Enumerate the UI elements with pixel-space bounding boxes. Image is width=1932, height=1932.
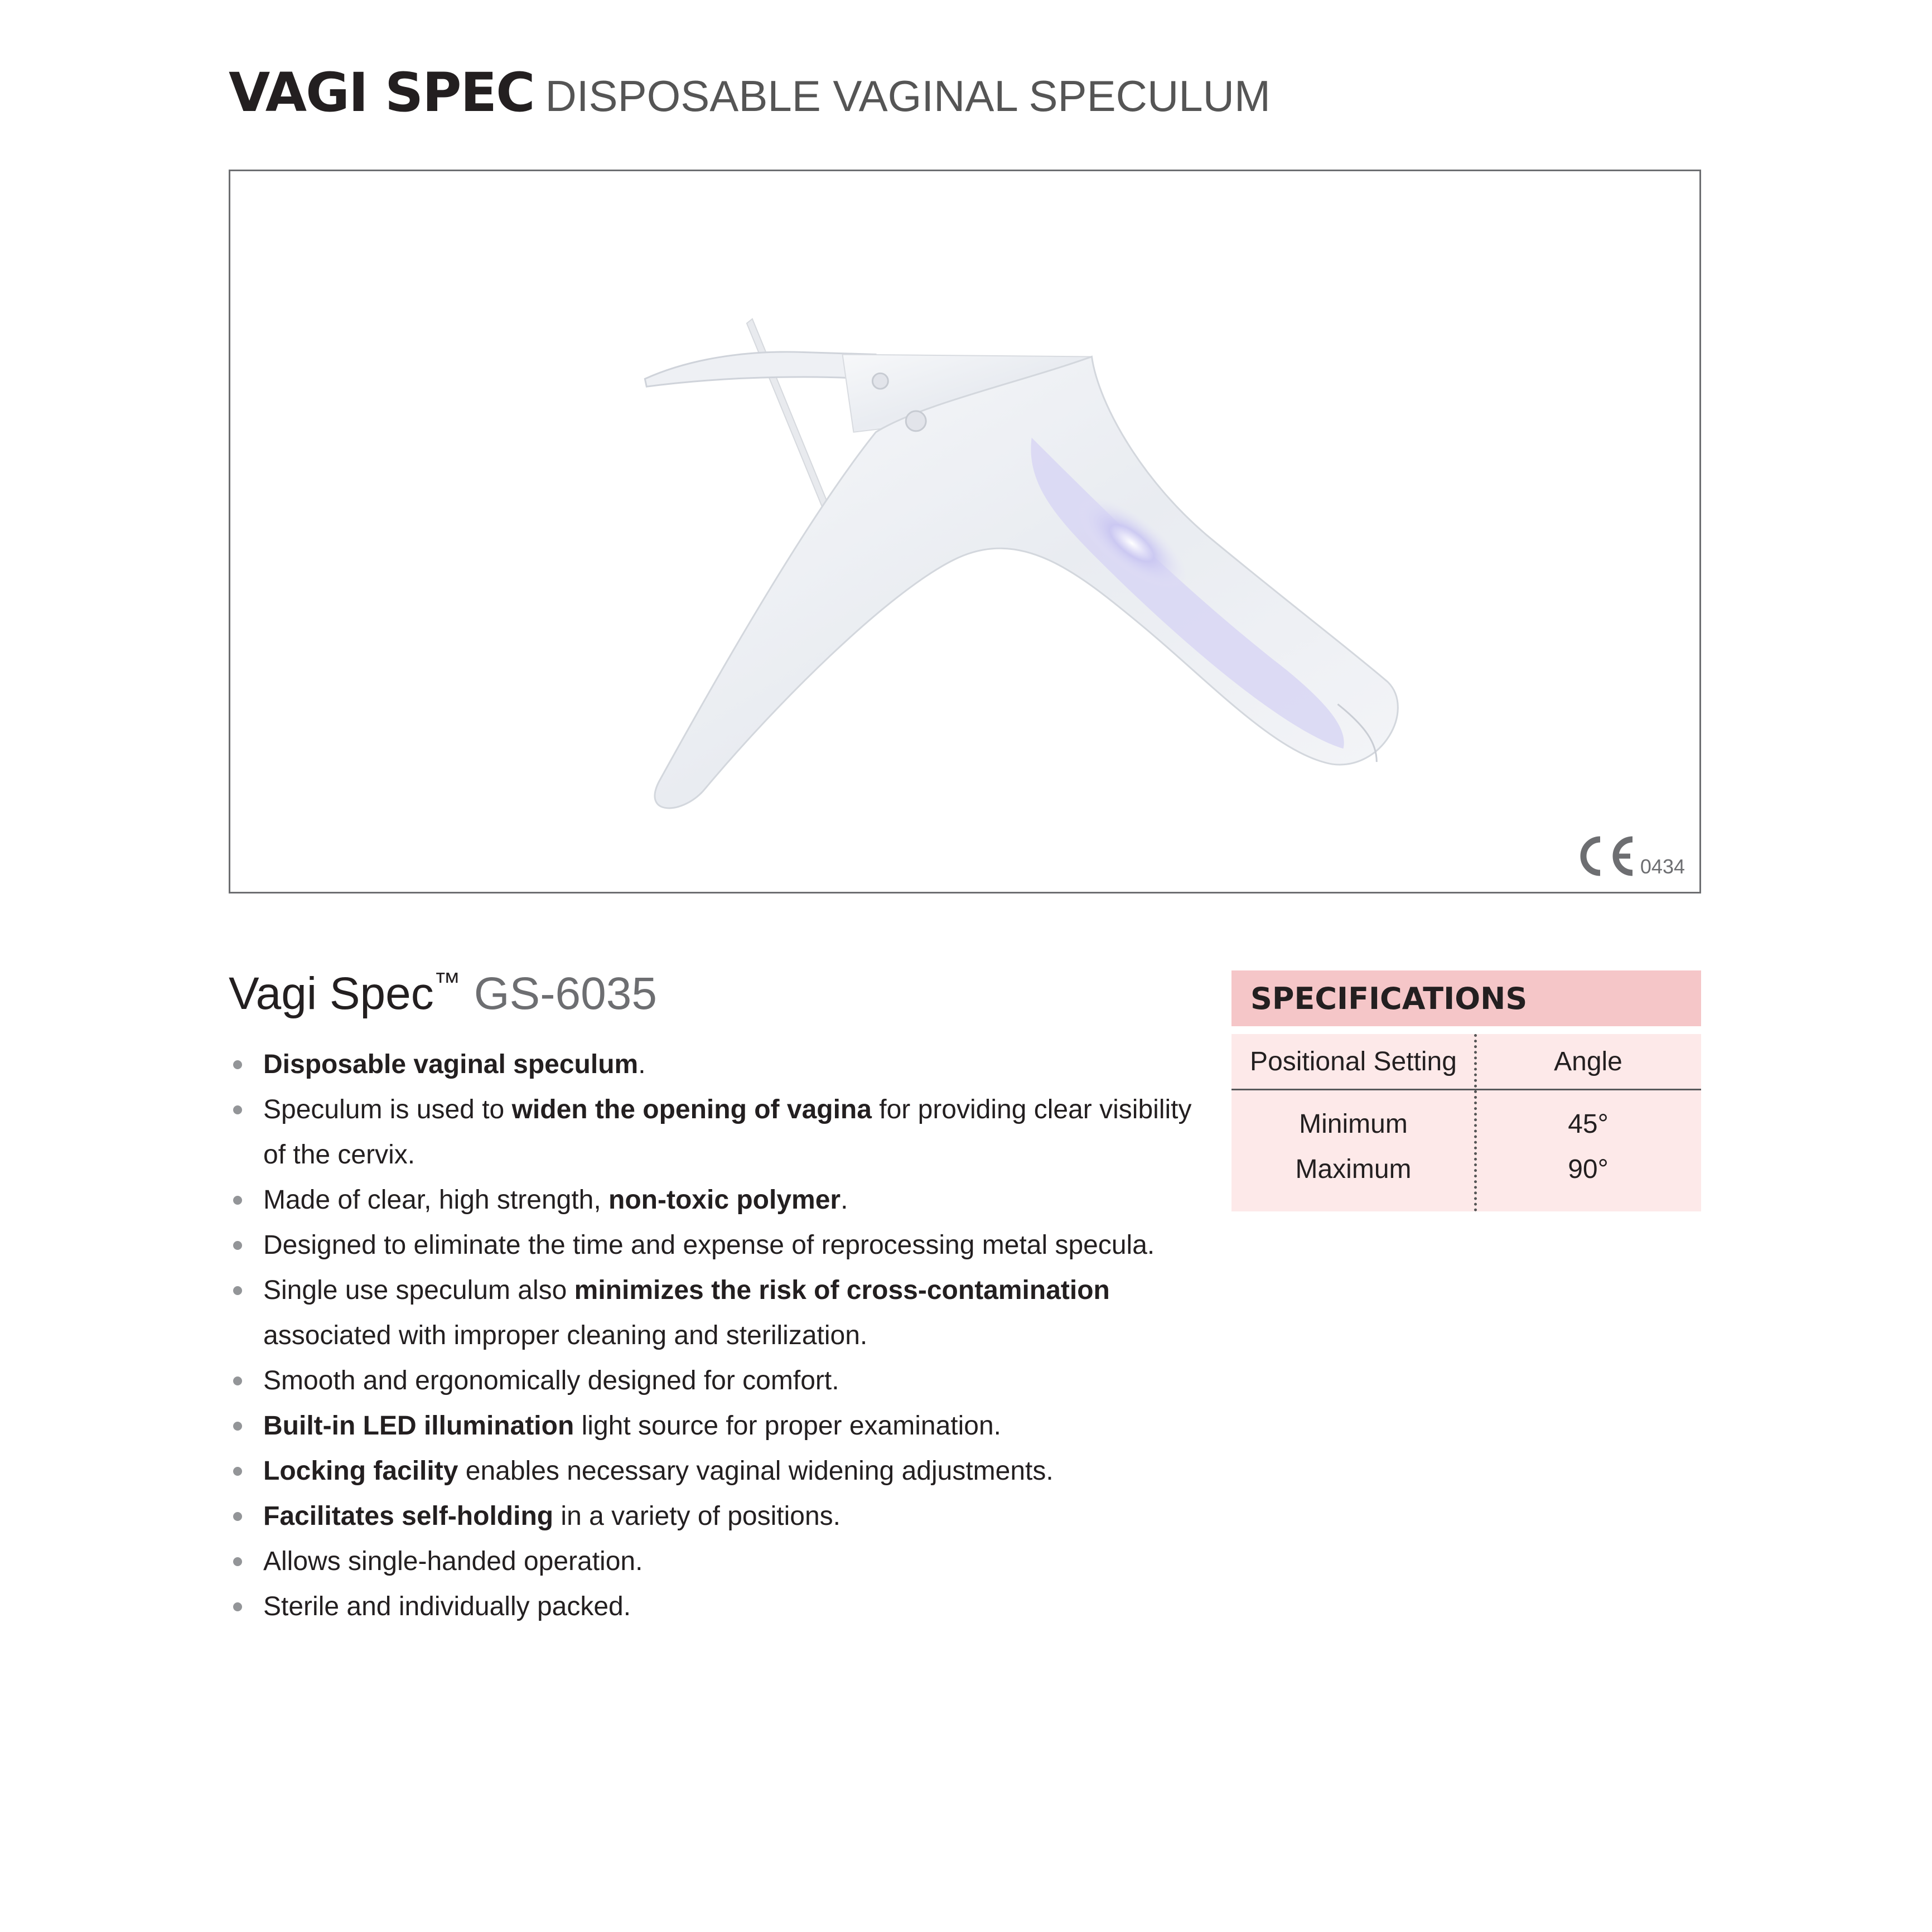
feature-item (229, 1584, 1210, 1629)
angle-cell: 90° (1568, 1155, 1609, 1184)
product-title (229, 967, 657, 1020)
table-header-row (1231, 1034, 1701, 1090)
feature-text: light source for proper examination. (574, 1411, 1002, 1441)
specifications-table (1231, 1034, 1701, 1211)
feature-list (229, 1042, 1210, 1629)
feature-emphasis: Disposable vaginal speculum (263, 1050, 639, 1079)
feature-item (229, 1358, 1210, 1403)
feature-emphasis: Locking facility (263, 1456, 458, 1486)
table-row (1231, 1102, 1701, 1147)
feature-item (229, 1494, 1210, 1539)
trademark-symbol: ™ (433, 968, 461, 997)
feature-emphasis: Built-in LED illumination (263, 1411, 574, 1441)
feature-emphasis: widen the opening of vagina (511, 1095, 872, 1124)
product-code: GS-6035 (474, 968, 657, 1019)
feature-item (229, 1539, 1210, 1584)
bullet-icon (233, 1060, 242, 1069)
brand-title: VAGI SPEC (229, 61, 534, 124)
feature-item (229, 1268, 1210, 1313)
feature-emphasis: non-toxic polymer (608, 1185, 841, 1215)
feature-text: Sterile and individually packed. (263, 1592, 631, 1621)
feature-text: . (638, 1050, 646, 1079)
speculum-illustration (230, 171, 1699, 892)
bullet-icon (233, 1105, 242, 1114)
angle-cell: 45° (1568, 1109, 1609, 1139)
setting-cell: Minimum (1299, 1109, 1408, 1139)
table-row (1231, 1147, 1701, 1192)
feature-text: Speculum is used to (263, 1095, 512, 1124)
specifications-title: SPECIFICATIONS (1250, 981, 1528, 1016)
feature-item (229, 1448, 1210, 1494)
feature-text: . (841, 1185, 848, 1215)
setting-cell: Maximum (1295, 1155, 1412, 1184)
bullet-icon (233, 1376, 242, 1385)
bullet-icon (233, 1286, 242, 1295)
bullet-icon (233, 1512, 242, 1521)
feature-text: for providing clear visibility (871, 1095, 1192, 1124)
feature-text: Allows single-handed operation. (263, 1547, 643, 1576)
ce-certification-mark (1574, 834, 1685, 878)
feature-item (229, 1087, 1210, 1132)
feature-text: of the cervix. (263, 1140, 416, 1170)
bullet-icon (233, 1196, 242, 1205)
feature-text: Single use speculum also (263, 1276, 574, 1305)
brand-subtitle: DISPOSABLE VAGINAL SPECULUM (545, 71, 1271, 120)
specifications-panel (1231, 970, 1701, 1211)
page-header (229, 61, 1271, 124)
column-header-angle: Angle (1554, 1046, 1622, 1076)
specifications-header (1231, 970, 1701, 1026)
feature-text: Designed to eliminate the time and expense of reprocessing metal specula. (263, 1230, 1155, 1260)
feature-emphasis: minimizes the risk of cross-contamination (574, 1276, 1110, 1305)
table-body (1231, 1090, 1701, 1192)
ce-icon (1574, 834, 1637, 878)
product-image-frame (229, 170, 1701, 893)
bullet-icon (233, 1241, 242, 1250)
column-header-setting: Positional Setting (1250, 1046, 1457, 1076)
feature-item (229, 1177, 1210, 1223)
feature-item (229, 1313, 1210, 1358)
feature-item (229, 1403, 1210, 1448)
feature-emphasis: Facilitates self-holding (263, 1501, 554, 1531)
bullet-icon (233, 1602, 242, 1611)
bullet-icon (233, 1467, 242, 1476)
bullet-icon (233, 1557, 242, 1566)
feature-text: Smooth and ergonomically designed for comfort. (263, 1366, 839, 1395)
ce-notified-body-number: 0434 (1640, 855, 1685, 878)
feature-text: enables necessary vaginal widening adjustments. (458, 1456, 1054, 1486)
feature-text: associated with improper cleaning and sterilization. (263, 1321, 868, 1350)
feature-item (229, 1042, 1210, 1087)
feature-item (229, 1223, 1210, 1268)
feature-item (229, 1132, 1210, 1177)
column-divider (1474, 1034, 1477, 1211)
feature-text: Made of clear, high strength, (263, 1185, 609, 1215)
product-name: Vagi Spec (229, 968, 434, 1019)
bullet-icon (233, 1422, 242, 1431)
feature-text: in a variety of positions. (553, 1501, 841, 1531)
